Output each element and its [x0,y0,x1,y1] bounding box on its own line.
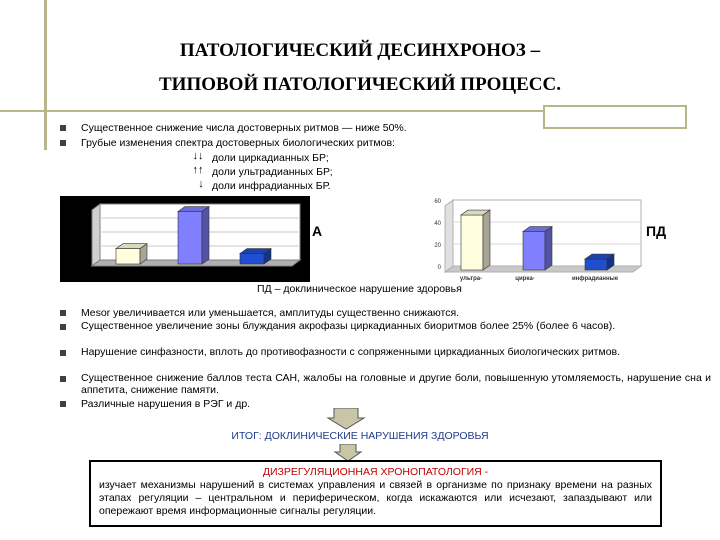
bullet-text: Нарушение синфазности, вплоть до противофазности с сопряженными циркадианных биологических ритмов. [81,346,621,358]
bullet-text: Различные нарушения в РЭГ и др. [81,398,251,410]
bullet-icon [60,125,66,131]
x-tick-label: инфрадианные [571,276,619,282]
bullet-icon [60,140,66,146]
chart-bar [461,210,490,270]
chart-left-label: А [312,223,323,239]
x-tick-label: ультра- [459,276,483,282]
y-tick-label: 40 [434,221,441,227]
y-tick-label: 0 [437,265,441,271]
page-title-line2: ТИПОВОЙ ПАТОЛОГИЧЕСКИЙ ПРОЦЕСС. [159,74,561,95]
bullet-text: Грубые изменения спектра достоверных биологических ритмов: [81,137,395,149]
decorative-vertical-line [44,0,47,150]
chart-bar [523,227,552,270]
decorative-horizontal-line [0,110,630,112]
bullet-text: Существенное увеличение зоны блуждания акрофазы циркадианных биоритмов более 25% (более 6 часов). [81,320,616,332]
chart-bar [116,244,147,264]
sub-item-text: доли инфрадианных БР. [212,180,331,192]
chart-bar [585,254,614,270]
chart-right-label: ПД [646,223,667,239]
y-tick-label: 60 [434,199,441,205]
bullet-icon [60,324,66,330]
chart-bar [240,249,271,264]
chart-caption: ПД – доклиническое нарушение здоровья [257,283,462,295]
definition-box-text: изучает механизмы нарушений в системах управления и связей в организме по признаку времени на разных этапах регуляции – центральном и периферическом, когда искажаются или исчезают, запаздывают или опережают время информационные сигналы регуляции. [99,479,652,517]
bullet-text: Mesor увеличивается или уменьшается, амплитуды существенно снижаются. [81,307,460,319]
down-arrow-icon: ↓ [198,178,204,190]
bullet-icon [60,310,66,316]
bullet-icon [60,401,66,407]
chart-right [405,196,645,282]
page-title-line1: ПАТОЛОГИЧЕСКИЙ ДЕСИНХРОНОЗ – [179,40,541,61]
chart-left [60,196,310,282]
y-tick-label: 20 [434,243,441,249]
bullet-text: Существенное снижение числа достоверных ритмов — ниже 50%. [81,122,407,134]
sub-item-text: доли циркадианных БР; [212,152,329,164]
chart-bar [178,207,209,264]
down-block-arrow-icon [326,408,366,430]
definition-box-title: ДИЗРЕГУЛЯЦИОННАЯ ХРОНОПАТОЛОГИЯ - [262,466,489,478]
summary-text: ИТОГ: ДОКЛИНИЧЕСКИЕ НАРУШЕНИЯ ЗДОРОВЬЯ [231,430,489,442]
sub-item-text: доли ультрадианных БР; [212,166,333,178]
bullet-icon [60,376,66,382]
bullet-text: Существенное снижение баллов теста САН, жалобы на головные и другие боли, повышенную утомляемость, нарушение сна и аппетита, снижение памяти. [81,372,711,396]
double-down-arrow-icon: ↓↓ [192,150,204,162]
x-tick-label: цирка- [515,276,535,282]
double-up-arrow-icon: ↑↑ [192,164,204,176]
definition-box [89,460,662,527]
bullet-icon [60,350,66,356]
